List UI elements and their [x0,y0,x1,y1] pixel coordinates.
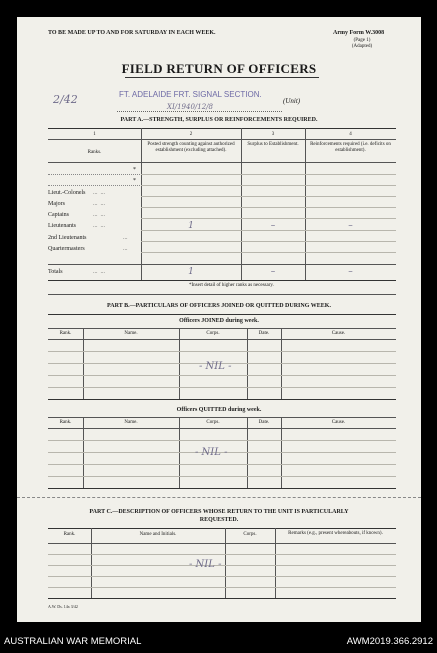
joined-nil-entry: - NIL - [199,361,232,372]
totals-label: Totals [48,269,63,275]
total-reinforcements: – [348,267,353,277]
row-rule [48,440,396,441]
higher-rank-marker: * [133,167,136,173]
posted-lieutenants: 1 [188,221,194,231]
footer-accession-number: AWM2019.366.2912 [346,636,433,647]
row-rule [48,587,396,588]
quitted-col-cause: Cause. [331,420,346,425]
row-rule [48,565,396,566]
part-a-col-divider [305,128,306,280]
leader-dots: ... ... [93,190,105,196]
part-c-nil-entry: - NIL - [189,559,222,570]
quitted-col-corps: Corps. [206,420,220,425]
row-rule [141,241,396,242]
joined-header-rule-top [48,328,396,329]
part-c-col-rank: Rank. [63,532,76,537]
quitted-bottom-rule [48,488,396,489]
rank-label: 2nd Lieutenants [48,235,87,241]
row-rule [48,464,396,465]
row-rule [48,576,396,577]
leader-dots: ... ... [93,223,105,229]
quitted-title: Officers QUITTED during week. [176,407,262,413]
part-c-title-cont: REQUESTED. [199,517,239,523]
col-head-ranks: Ranks. [87,150,102,155]
part-c-top-rule [48,528,396,529]
form-page: (Page 1) [353,38,371,43]
part-a-bottom-rule [48,280,396,281]
col-head-surplus: Surplus to Establishment. [247,142,299,147]
total-posted: 1 [188,267,194,277]
col-head-reinforcements: Reinforcements required (i.e. deficits on establishment). [310,142,391,153]
unit-dotted-line [117,111,282,112]
joined-bottom-rule [48,399,396,400]
row-rule [48,476,396,477]
rank-label: Lieut.-Colonels [48,190,86,196]
col-head-posted: Posted strength counting against authorized establishment (excluding attached). [147,142,235,153]
part-a-col-divider [241,128,242,280]
row-rule [48,375,396,376]
col-number-4: 4 [349,132,352,137]
part-a-title: PART A.—STRENGTH, SURPLUS OR REINFORCEMENTS REQUIRED. [120,117,318,123]
perforation-line [17,497,421,498]
higher-rank-marker: * [133,178,136,184]
print-code: A.W. Ds. 14x 3/42 [48,604,78,609]
form-adapted: (Adapted) [351,44,373,49]
joined-col-date: Date. [258,331,270,336]
quitted-header-rule-top [48,417,396,418]
row-rule [141,185,396,186]
title-underline [125,77,319,78]
quitted-header-rule [48,428,396,429]
col-head-rule [48,162,396,163]
col-number-3: 3 [271,132,275,137]
form-sheet [17,17,421,622]
quitted-nil-entry: - NIL - [195,447,228,458]
row-rule [141,218,396,219]
part-c-col-name: Name and Initials. [139,532,177,537]
part-c-header-rule [48,543,396,544]
leader-dots: ... ... [93,201,105,207]
rank-label: Majors [48,201,65,207]
part-a-footnote: *Insert detail of higher ranks as necessary. [189,283,274,288]
page-title: FIELD RETURN OF OFFICERS [121,61,317,76]
part-a-top-rule [48,128,396,129]
unit-stamp: FT. ADELAIDE FRT. SIGNAL SECTION. [119,90,262,99]
row-rule [141,207,396,208]
col-number-2: 2 [189,132,193,137]
form-number: Army Form W.3008 [333,30,385,36]
quitted-col-date: Date. [258,420,270,425]
row-rule [141,174,396,175]
part-a-end-rule [48,294,396,295]
row-rule [48,351,396,352]
footer-attribution: AUSTRALIAN WAR MEMORIAL [4,636,142,647]
row-rule [141,252,396,253]
joined-col-cause: Cause. [331,331,346,336]
totals-rule [48,264,396,265]
unit-label: (Unit) [283,97,301,105]
joined-header-rule [48,339,396,340]
joined-title: Officers JOINED during week. [179,318,259,324]
leader-dots: ... [123,246,128,252]
surplus-lieutenants: – [270,221,276,231]
col-number-1: 1 [93,132,96,137]
leader-dots: ... ... [93,212,105,218]
part-c-title: PART C.—DESCRIPTION OF OFFICERS WHOSE RETURN TO THE UNIT IS PARTICULARLY [89,509,349,515]
part-c-bottom-rule [48,598,396,599]
handwritten-ref: 2/42 [53,93,78,106]
part-c-col-remarks: Remarks (e.g., present whereabouts, if known). [288,531,383,536]
quitted-col-rank: Rank. [59,420,72,425]
row-rule [141,196,396,197]
part-a-col-divider [141,128,142,280]
joined-col-rank: Rank. [59,331,72,336]
form-instruction: TO BE MADE UP TO AND FOR SATURDAY IN EACH WEEK. [48,30,216,36]
part-b-top-rule [48,314,396,315]
rank-label: Quartermasters [48,246,85,252]
handwritten-date: XI/1940/12/8 [167,103,213,111]
higher-rank-line [48,174,140,175]
leader-dots: ... ... [93,269,105,275]
row-rule [48,554,396,555]
part-b-title: PART B.—PARTICULARS OF OFFICERS JOINED OR QUITTED DURING WEEK. [107,303,331,309]
col-number-rule [48,139,396,140]
row-rule [48,387,396,388]
rank-label: Captains [48,212,69,218]
joined-col-name: Name. [124,331,138,336]
rank-label: Lieutenants [48,223,76,229]
leader-dots: ... [123,235,128,241]
reinf-lieutenants: – [348,221,353,231]
higher-rank-line [48,185,140,186]
part-c-col-corps: Corps. [243,532,257,537]
total-surplus: – [270,267,276,277]
joined-col-corps: Corps. [206,331,220,336]
quitted-col-name: Name. [124,420,138,425]
